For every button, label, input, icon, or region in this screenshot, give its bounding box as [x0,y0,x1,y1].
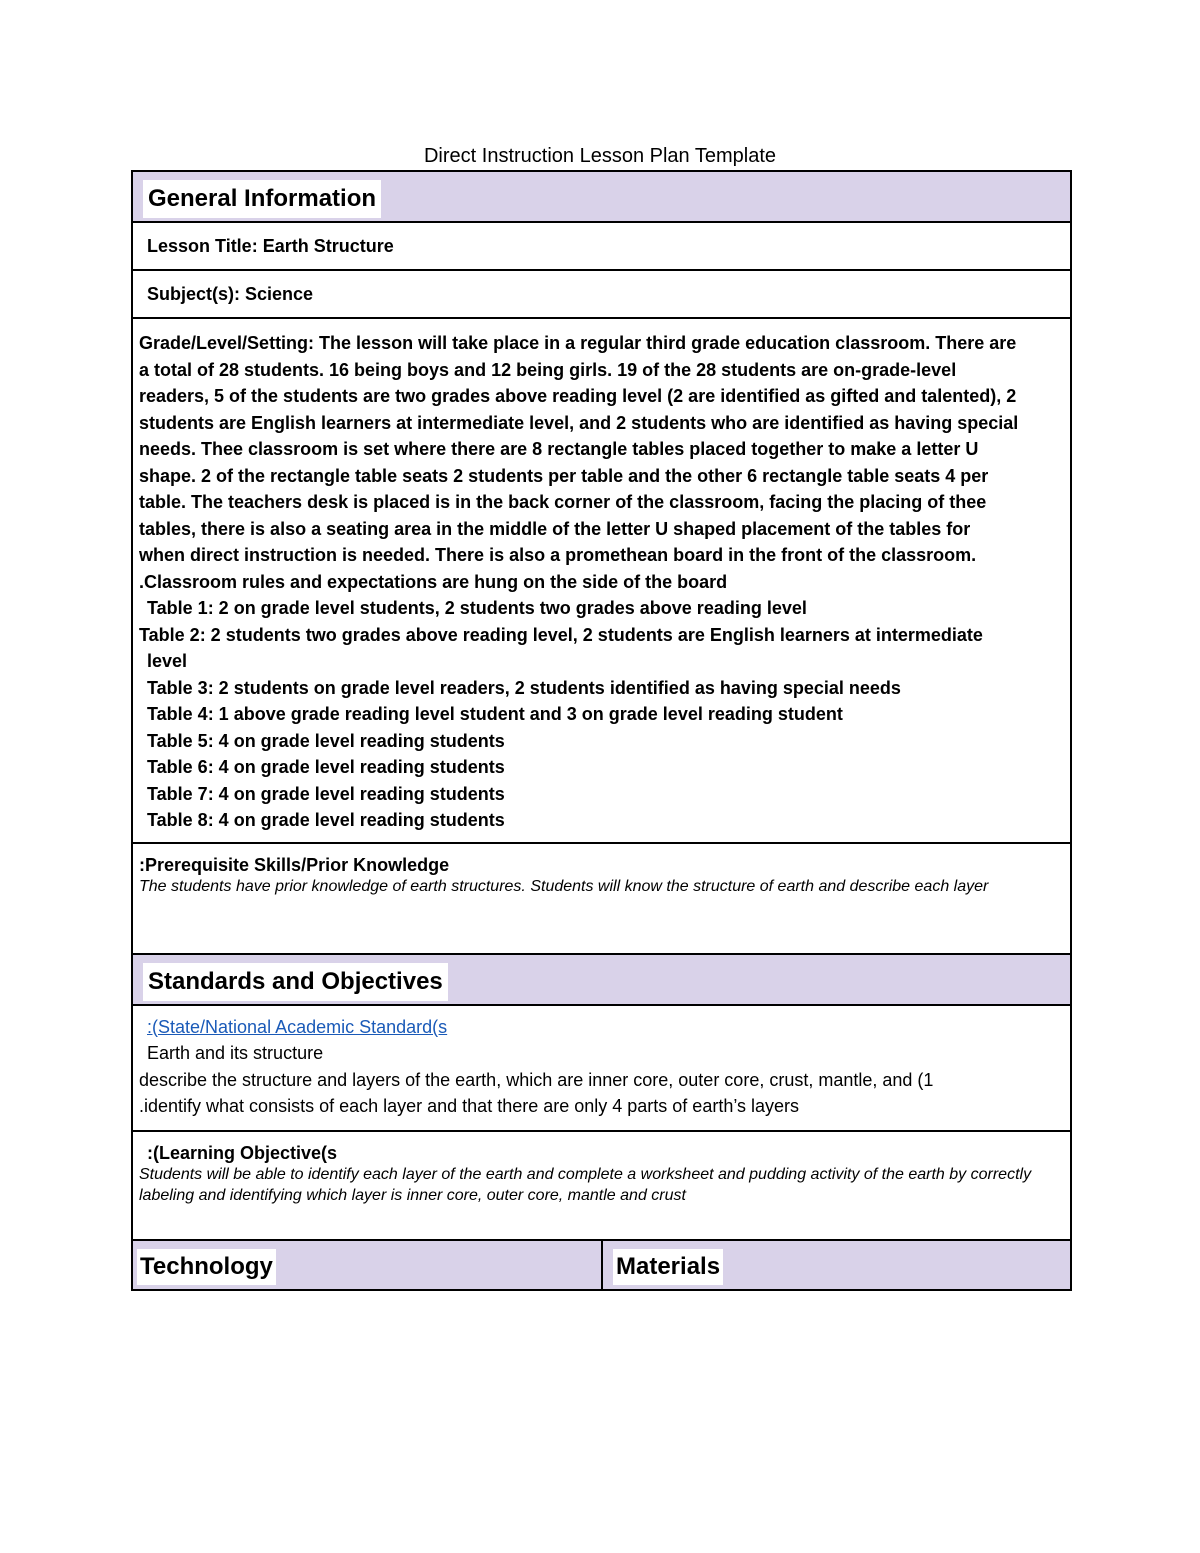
grade-line: readers, 5 of the students are two grades above reading level (2 are identified as gifted and talented), 2 [139,386,1017,406]
grade-line: when direct instruction is needed. There is also a promethean board in the front of the classroom. [139,545,977,565]
lesson-title-row [132,222,1071,270]
standard-description-cont: .identify what consists of each layer and that there are only 4 parts of earth’s layers [139,1096,800,1116]
table-line: Table 7: 4 on grade level reading students [147,783,505,804]
grade-line: students are English learners at intermediate level, and 2 students who are identified as having special [139,412,1019,433]
prerequisite-skills-row [132,843,1071,954]
document-title: Direct Instruction Lesson Plan Template [423,145,777,167]
table-2-continuation: level [147,651,188,671]
table-line: Table 4: 1 above grade reading level student and 3 on grade level reading student [147,704,843,724]
standard-description: describe the structure and layers of the earth, which are inner core, outer core, crust, mantle, and (1 [139,1069,934,1090]
table-line: Table 3: 2 students on grade level readers, 2 students identified as having special needs [147,677,901,698]
grade-line: table. The teachers desk is placed is in the back corner of the classroom, facing the placing of thee [139,492,987,512]
academic-standards-row [132,1005,1071,1131]
prerequisite-skills-label: :Prerequisite Skills/Prior Knowledge [139,854,450,875]
grade-line: a total of 28 students. 16 being boys and 12 being girls. 19 of the 28 students are on-grade-level [139,359,957,380]
grade-line: Grade/Level/Setting: The lesson will take place in a regular third grade education classroom. There are [139,333,1017,353]
table-line: Table 5: 4 on grade level reading students [147,730,505,751]
general-information-header-row [132,171,1071,222]
standards-objectives-header-row [132,954,1071,1005]
materials-heading: Materials [613,1249,723,1285]
technology-materials-row [132,1240,1071,1290]
subjects-row [132,270,1071,318]
lesson-title: Lesson Title: Earth Structure [147,236,394,256]
standard-topic: Earth and its structure [147,1043,324,1063]
learning-objectives-text: Students will be able to identify each layer of the earth and complete a worksheet and pudding activity of the earth by correctly labeling and identifying which layer is inner core, outer core, mantle and crust [139,1165,1032,1204]
lesson-plan-table [131,170,1072,1291]
subjects: Subject(s): Science [147,284,314,304]
table-line: Table 6: 4 on grade level reading students [147,757,505,777]
table-line: Table 8: 4 on grade level reading students [147,810,505,830]
grade-level-setting-row [132,318,1071,843]
grade-line: needs. Thee classroom is set where there are 8 rectangle tables placed together to make a letter U [139,439,979,459]
table-2-line: Table 2: 2 students two grades above reading level, 2 students are English learners at intermediate [139,624,983,645]
learning-objectives-row [132,1131,1071,1240]
technology-heading: Technology [137,1249,276,1285]
prerequisite-skills-text: The students have prior knowledge of earth structures. Students will know the structure of earth and describe each layer [139,877,989,895]
grade-line: shape. 2 of the rectangle table seats 2 students per table and the other 6 rectangle table seats 4 per [139,465,989,486]
learning-objectives-label: :(Learning Objective(s [147,1142,338,1163]
standards-objectives-heading: Standards and Objectives [143,963,448,1001]
academic-standards-link[interactable]: :(State/National Academic Standard(s [147,1016,448,1037]
general-information-heading: General Information [143,180,381,218]
grade-line: .Classroom rules and expectations are hung on the side of the board [139,571,728,592]
table-1-line: Table 1: 2 on grade level students, 2 students two grades above reading level [147,598,807,618]
grade-line: tables, there is also a seating area in the middle of the letter U shaped placement of the tables for [139,518,971,539]
